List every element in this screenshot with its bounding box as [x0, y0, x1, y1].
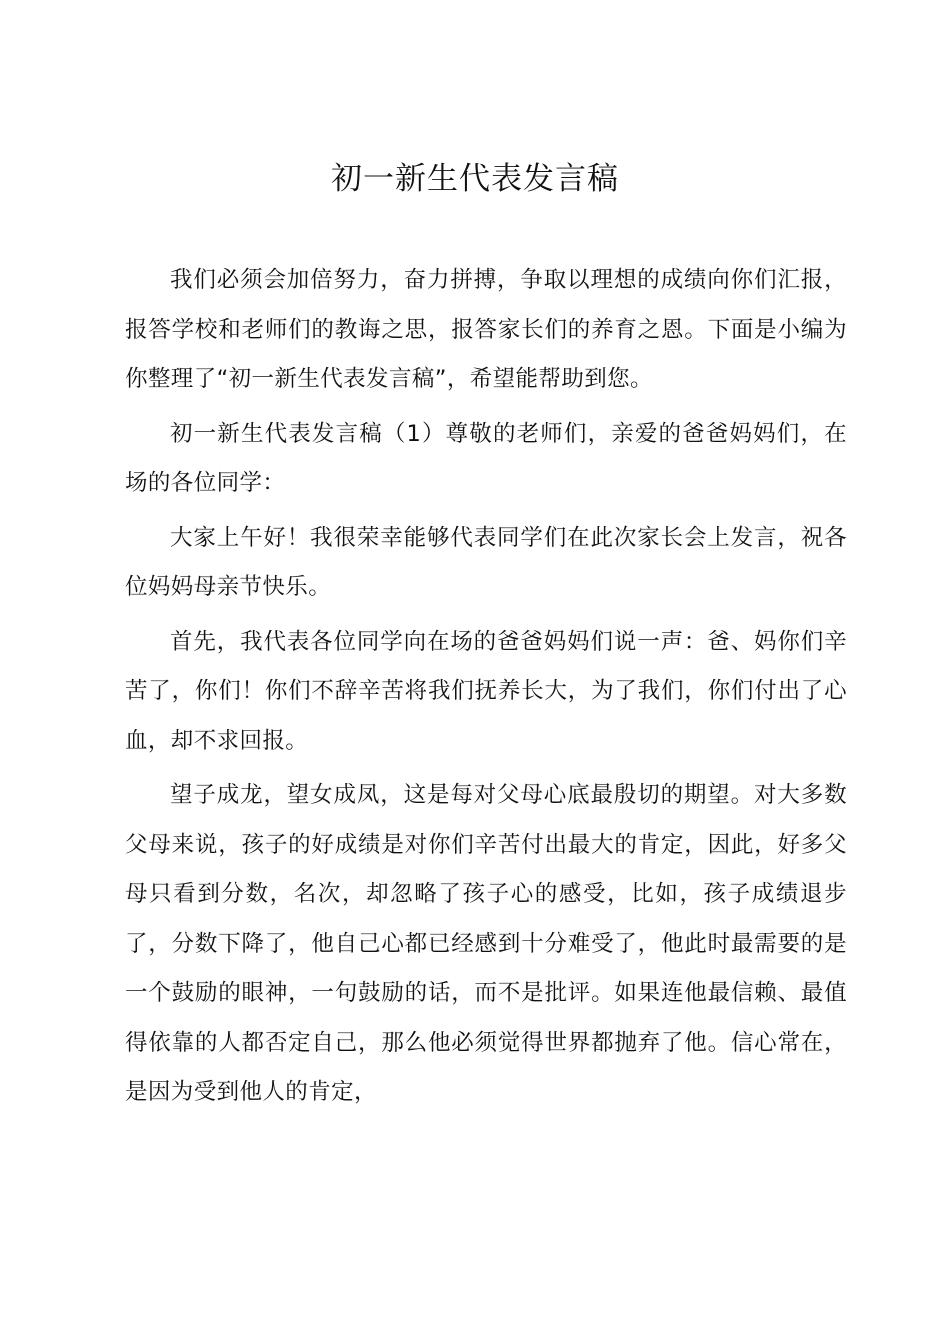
paragraph-opening: 大家上午好！我很荣幸能够代表同学们在此次家长会上发言，祝各位妈妈母亲节快乐。: [125, 524, 847, 600]
paragraph-thanks: 首先，我代表各位同学向在场的爸爸妈妈们说一声：爸、妈你们辛苦了，你们！你们不辞辛苦将我们抚养长大，为了我们，你们付出了心血，却不求回报。: [125, 628, 847, 754]
paragraph-intro: 我们必须会加倍努力，奋力拼搏，争取以理想的成绩向你们汇报，报答学校和老师们的教诲之思，报答家长们的养育之恩。下面是小编为你整理了“初一新生代表发言稿”，希望能帮助到您。: [125, 267, 847, 392]
document-body: [125, 256, 847, 1123]
paragraph-greeting: 初一新生代表发言稿（1）尊敬的老师们，亲爱的爸爸妈妈们，在场的各位同学：: [125, 420, 847, 496]
paragraph-expectations: 望子成龙，望女成凤，这是每对父母心底最殷切的期望。对大多数父母来说，孩子的好成绩是对你们辛苦付出最大的肯定，因此，好多父母只看到分数，名次，却忽略了孩子心的感受，比如，孩子成绩退步了，分数下降了，他自己心都已经感到十分难受了，他此时最需要的是一个鼓励的眼神，一句鼓励的话，而不是批评。如果连他最信赖、最值得依靠的人都否定自己，那么他必须觉得世界都抛弃了他。信心常在，是因为受到他人的肯定，: [125, 782, 847, 1105]
document-title: 初一新生代表发言稿: [331, 161, 619, 197]
